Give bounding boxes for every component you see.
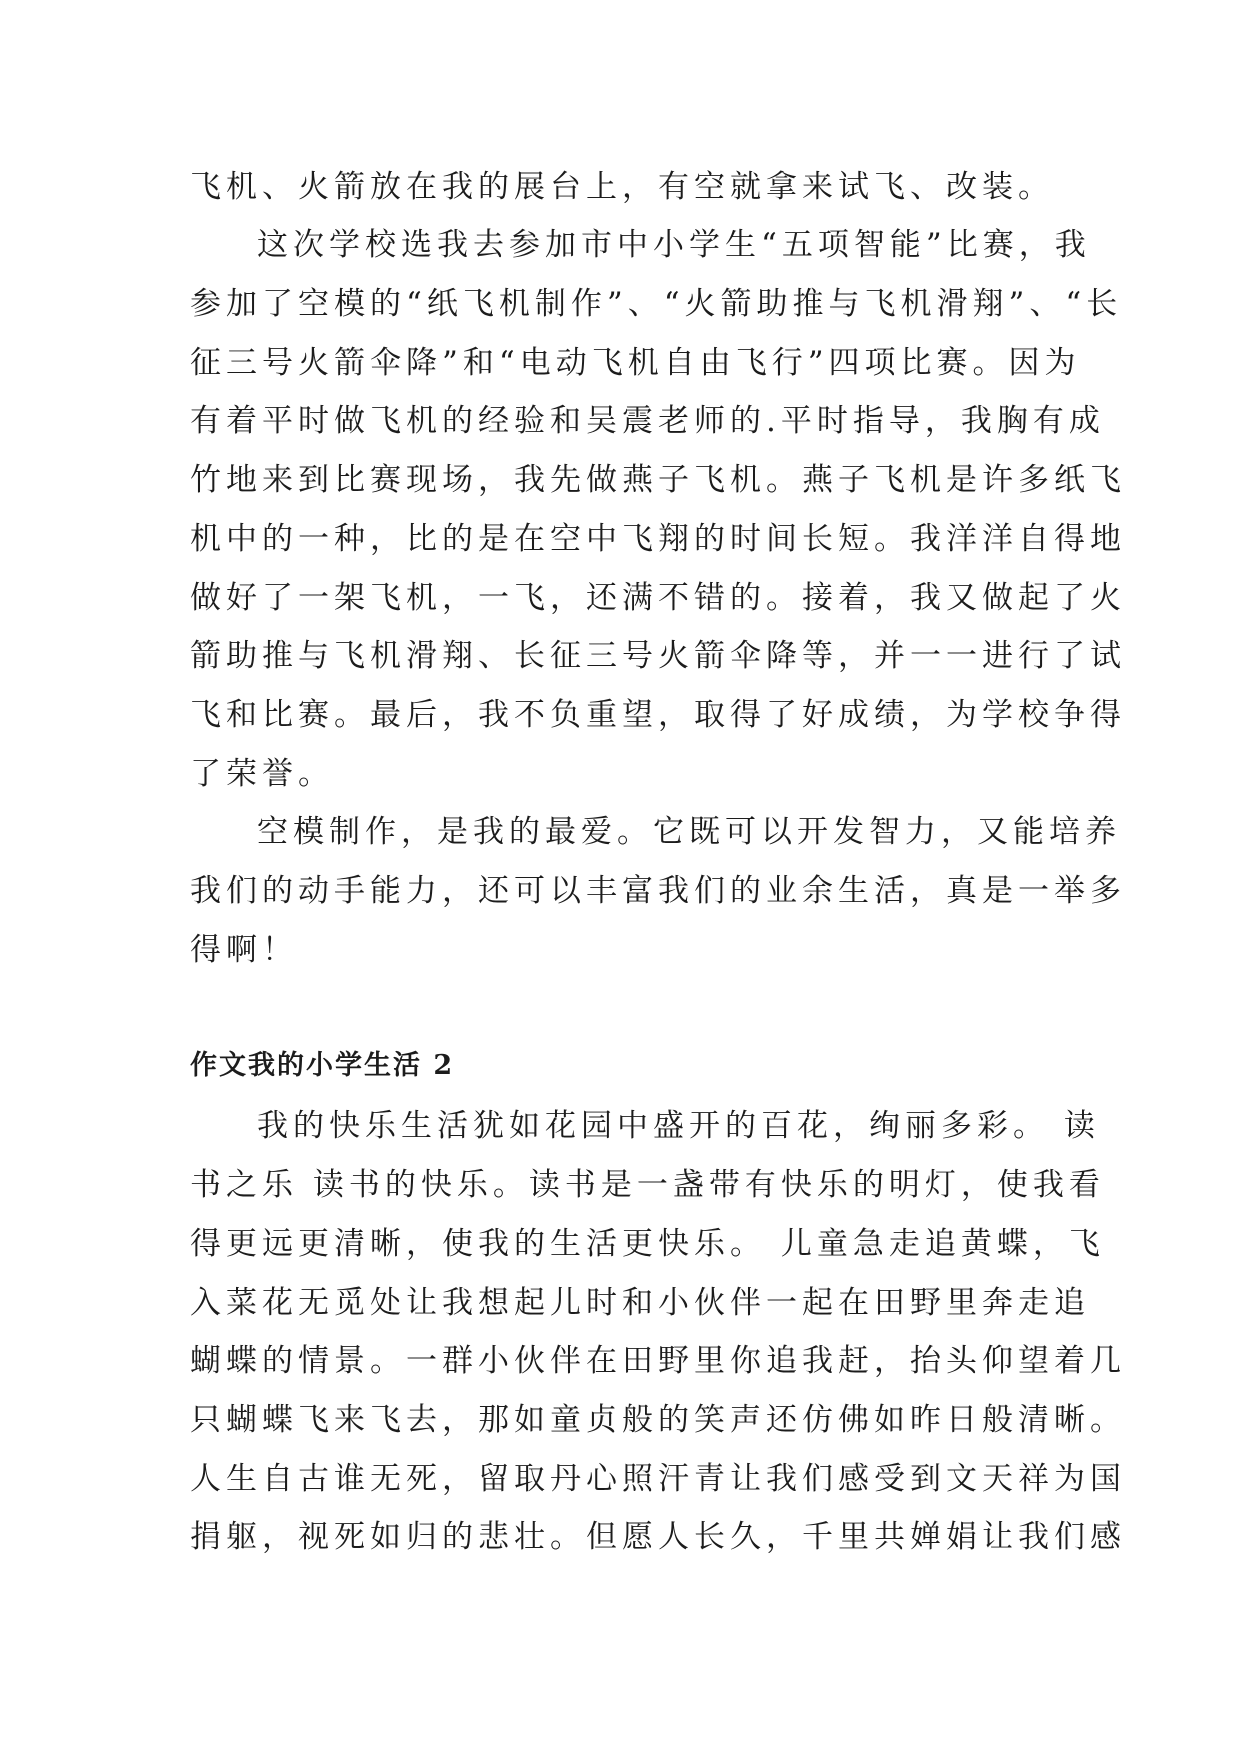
text-line: 这次学校选我去参加市中小学生“五项智能”比赛，我 (257, 227, 1091, 263)
text-line: 征三号火箭伞降”和“电动飞机自由飞行”四项比赛。因为 (190, 345, 1081, 381)
section-title: 作文我的小学生活 2 (190, 1050, 455, 1081)
text-line: 人生自古谁无死，留取丹心照汗青让我们感受到文天祥为国 (190, 1461, 1126, 1497)
text-line: 得啊！ (190, 932, 298, 968)
text-line: 入菜花无觅处让我想起儿时和小伙伴一起在田野里奔走追 (190, 1285, 1090, 1321)
text-line: 有着平时做飞机的经验和吴震老师的.平时指导，我胸有成 (190, 403, 1105, 439)
text-line: 只蝴蝶飞来飞去，那如童贞般的笑声还仿佛如昨日般清晰。 (190, 1402, 1126, 1438)
text-line: 了荣誉。 (190, 756, 334, 792)
text-line: 箭助推与飞机滑翔、长征三号火箭伞降等，并一一进行了试 (190, 638, 1126, 674)
text-line: 飞和比赛。最后，我不负重望，取得了好成绩，为学校争得 (190, 697, 1126, 733)
text-line: 空模制作，是我的最爱。它既可以开发智力，又能培养 (257, 814, 1121, 850)
text-line: 书之乐 读书的快乐。读书是一盏带有快乐的明灯，使我看 (190, 1167, 1105, 1203)
text-line: 我的快乐生活犹如花园中盛开的百花，绚丽多彩。 读 (257, 1108, 1100, 1144)
text-line: 捐躯，视死如归的悲壮。但愿人长久，千里共婵娟让我们感 (190, 1519, 1126, 1555)
text-line: 飞机、火箭放在我的展台上，有空就拿来试飞、改装。 (190, 169, 1054, 205)
text-line: 做好了一架飞机，一飞，还满不错的。接着，我又做起了火 (190, 580, 1126, 616)
text-line: 机中的一种，比的是在空中飞翔的时间长短。我洋洋自得地 (190, 521, 1126, 557)
text-line: 参加了空模的“纸飞机制作”、“火箭助推与飞机滑翔”、“长 (190, 286, 1123, 322)
text-line: 竹地来到比赛现场，我先做燕子飞机。燕子飞机是许多纸飞 (190, 462, 1126, 498)
text-line: 我们的动手能力，还可以丰富我们的业余生活，真是一举多 (190, 873, 1126, 909)
text-line: 得更远更清晰，使我的生活更快乐。 儿童急走追黄蝶，飞 (190, 1226, 1105, 1262)
text-line: 蝴蝶的情景。一群小伙伴在田野里你追我赶，抬头仰望着几 (190, 1343, 1126, 1379)
